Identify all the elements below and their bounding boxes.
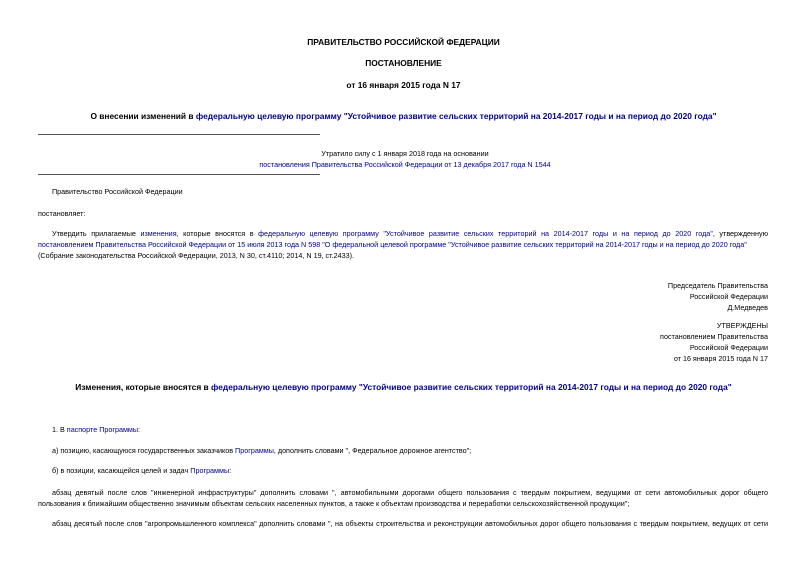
passport-link[interactable]: паспорте Программы	[66, 425, 139, 434]
doc-date-heading: от 16 января 2015 года N 17	[346, 80, 461, 90]
change-item-a	[52, 445, 471, 456]
program-link-body[interactable]: федеральную целевую программу "Устойчивое развитие сельских территорий на 2014-2017 годы и на период до 2020 года"	[258, 229, 713, 238]
program-link[interactable]: федеральную целевую программу "Устойчивое развитие сельских территорий на 2014-2017 годы и на период до 2020 года"	[195, 111, 717, 121]
program-link-a[interactable]: Программы	[235, 446, 274, 455]
paragraph-ninth-line2: пользования к ближайшим общественно значимым объектам сельских населенных пунктов, а также к объектам производства и переработки сельскохозяйственной продукции";	[38, 499, 630, 508]
changes-program-link[interactable]: федеральную целевую программу "Устойчивое развитие сельских территорий на 2014-2017 годы и на период до 2020 года"	[211, 382, 732, 392]
signature-title: Председатель Правительства	[667, 281, 768, 290]
change-item-1-text: 1. В	[52, 425, 67, 434]
change-item-1	[52, 424, 140, 435]
changes-heading-prefix: Изменения, которые вносятся в	[75, 382, 212, 392]
approved-label: УТВЕРЖДЕНЫ	[716, 321, 768, 330]
change-item-b-colon: :	[229, 466, 232, 475]
change-item-a-tail: , дополнить словами ", Федеральное дорожное агентство";	[273, 446, 472, 455]
signature-name: Д.Медведев	[727, 303, 768, 312]
change-item-a-text: а) позицию, касающуюся государственных заказчиков	[52, 446, 236, 455]
approve-paragraph-line1	[38, 228, 768, 239]
approved-by: постановлением Правительства	[660, 332, 768, 341]
approve-text-a: Утвердить прилагаемые	[52, 229, 141, 238]
doc-title-prefix: О внесении изменений в	[90, 111, 196, 121]
repeal-decree-link[interactable]: постановления Правительства Российской Федерации от 13 декабря 2017 года N 1544	[259, 160, 551, 169]
divider-top	[38, 134, 320, 135]
doc-title	[0, 111, 807, 121]
doc-type-heading: ПОСТАНОВЛЕНИЕ	[365, 58, 442, 68]
approved-country: Российской Федерации	[689, 343, 768, 352]
changes-heading	[0, 382, 807, 392]
divider-bottom	[38, 174, 320, 175]
resolves-text: постановляет:	[38, 209, 86, 218]
government-text: Правительство Российской Федерации	[52, 187, 183, 196]
paragraph-ninth-line1: абзац девятый после слов "инженерной инфраструктуры" дополнить словами ", автомобильными дорогами общего пользования с твердым покрытием, ведущими от сети автомобильных дорог общего	[52, 488, 768, 497]
change-item-b-text: б) в позиции, касающейся целей и задач	[52, 466, 191, 475]
approve-text-b: , которые вносятся в	[176, 229, 259, 238]
org-heading: ПРАВИТЕЛЬСТВО РОССИЙСКОЙ ФЕДЕРАЦИИ	[307, 37, 500, 47]
changes-link[interactable]: изменения	[140, 229, 177, 238]
collection-reference: (Собрание законодательства Российской Федерации, 2013, N 30, ст.4110; 2014, N 19, ст.2433).	[38, 251, 355, 260]
program-link-b[interactable]: Программы	[190, 466, 230, 475]
decree-598-link[interactable]: постановлением Правительства Российской Федерации от 15 июля 2013 года N 598 "О федеральной целевой программе "Устойчивое развитие сельских территорий на 2014-2017 годы и на период до 2020 года"	[38, 240, 747, 249]
approved-date: от 16 января 2015 года N 17	[673, 354, 768, 363]
approve-text-c: , утвержденную	[712, 229, 768, 238]
signature-country: Российской Федерации	[689, 292, 768, 301]
change-item-1-colon: :	[138, 425, 141, 434]
status-note-line1: Утратило силу с 1 января 2018 года на основании	[321, 149, 489, 158]
change-item-b	[52, 465, 231, 476]
paragraph-tenth-line1: абзац десятый после слов "агропромышленного комплекса" дополнить словами ", на объекты строительства и реконструкции автомобильных дорог общего пользования с твердым покрытием, ведущих от сети	[52, 519, 768, 528]
